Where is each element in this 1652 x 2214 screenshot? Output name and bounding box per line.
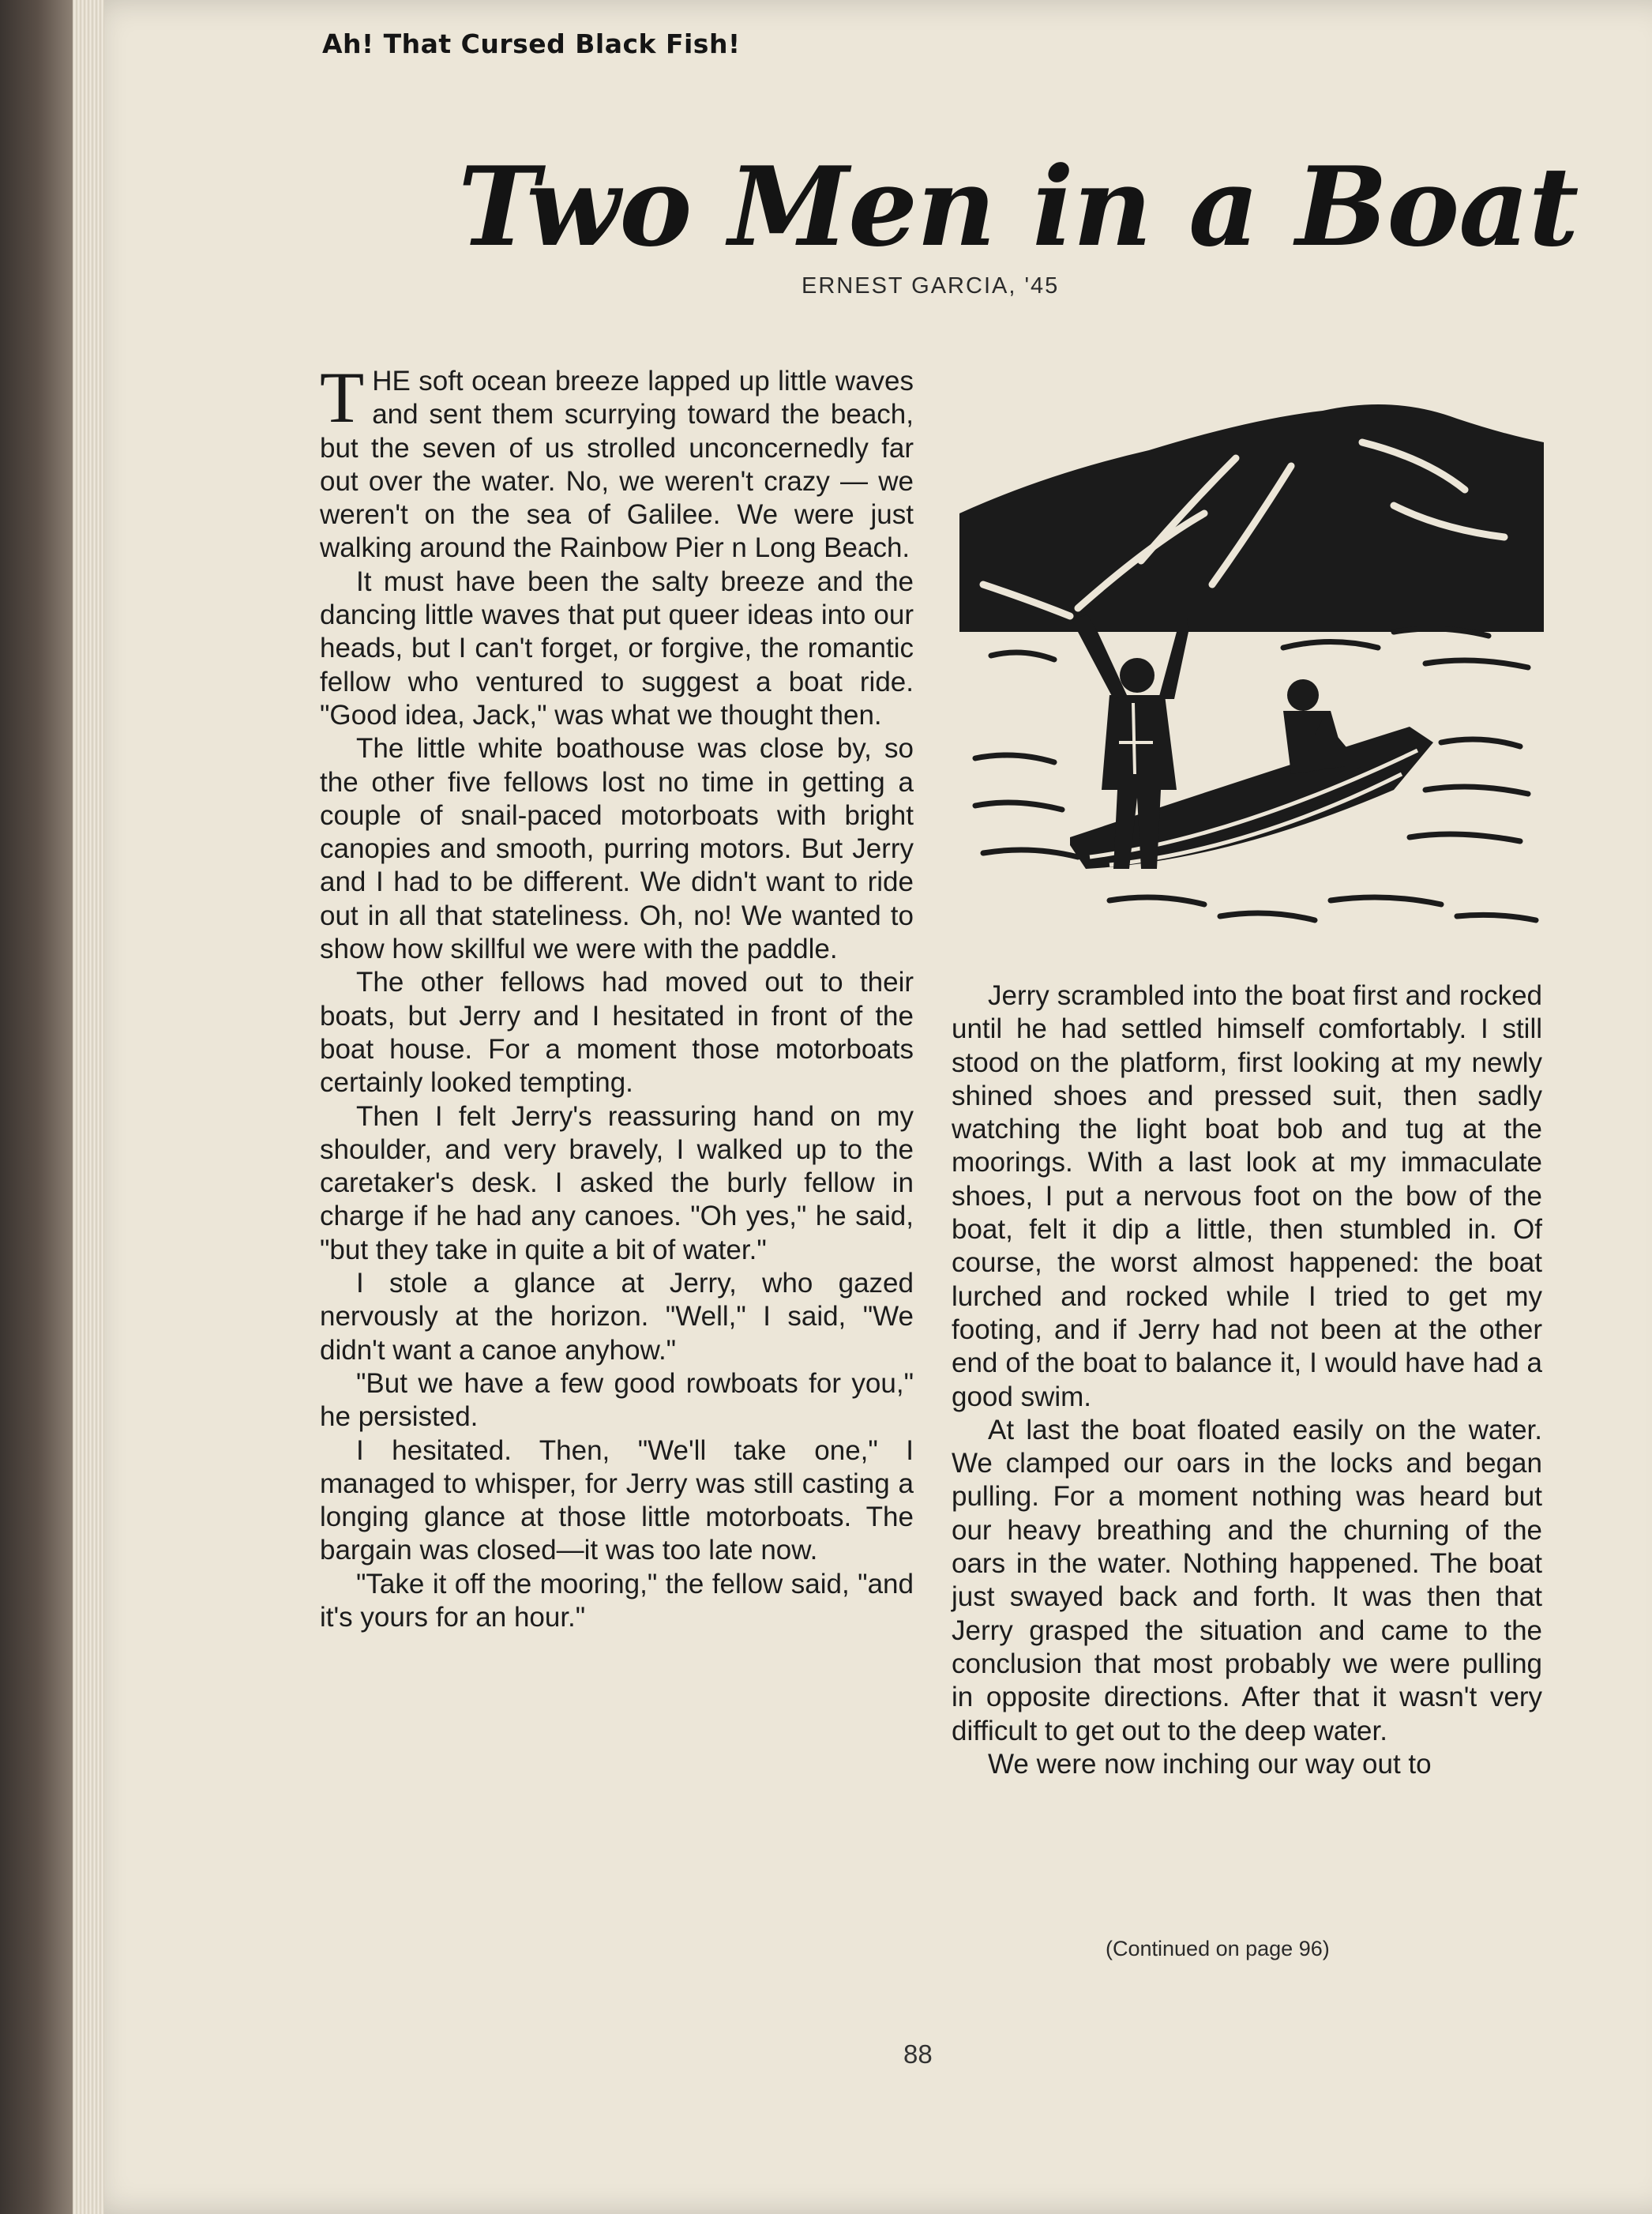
- paragraph: Then I felt Jerry's reassuring hand on my shoulder, and very bravely, I walked up to the caretaker's desk. I asked the burly fellow in charge if he had any canoes. "Oh yes," he said, "but they take in quite a bit of water.": [320, 1100, 914, 1265]
- paragraph: [320, 357, 914, 566]
- page-number: 88: [903, 2039, 933, 2069]
- woodcut-illustration: [952, 395, 1552, 948]
- mountain-shape: [959, 404, 1544, 632]
- paragraph: I hesitated. Then, "We'll take one," I managed to whisper, for Jerry was still casting a longing glance at those little motorboats. The bargain was closed—it was too late now.: [320, 1434, 914, 1566]
- seated-man-figure: [1283, 679, 1362, 774]
- paragraph: "But we have a few good rowboats for you," he persisted.: [320, 1367, 914, 1433]
- paragraph: The other fellows had moved out to their boats, but Jerry and I hesitated in front of the boat house. For a moment those motorboats certainly looked tempting.: [320, 967, 914, 1099]
- paragraph: I stole a glance at Jerry, who gazed nervously at the horizon. "Well," I said, "We didn't want a canoe anyhow.": [320, 1268, 914, 1366]
- running-head: Ah! That Cursed Black Fish!: [322, 28, 741, 59]
- byline: ERNEST GARCIA, '45: [802, 273, 1060, 299]
- left-column: [320, 357, 914, 1634]
- paragraph-text: HE soft ocean breeze lapped up little waves and sent them scurrying toward the beach, but the seven of us strolled unconcernedly far out over the water. No, we weren't crazy — we weren't on the sea of Galilee. We were just walking around the Rainbow Pier n Long Beach.: [320, 366, 914, 564]
- paragraph: Jerry scrambled into the boat first and rocked until he had settled himself comfortably. I still stood on the platform, first looking at my newly shined shoes and pressed suit, then sadly watching the light boat bob and tug at the moorings. With a last look at my immaculate shoes, I put a nervous foot on the bow of the boat, felt it dip a little, then stumbled in. Of course, the worst almost happened: the boat lurched and rocked while I tried to get my footing, and if Jerry had not been at the other end of the boat to balance it, I would have had a good swim.: [952, 980, 1542, 1412]
- wave-lines: [975, 629, 1536, 920]
- article-title: Two Men in a Boat: [458, 142, 1579, 271]
- paragraph: At last the boat floated easily on the water. We clamped our oars in the locks and began pulling. For a moment nothing was heard but our heavy breathing and the churning of the oars in the water. Nothing happened. The boat just swayed back and forth. It was then that Jerry grasped the situation and came to the conclusion that most probably we were pulling in opposite directions. After that it wasn't very difficult to get out to the deep water.: [952, 1414, 1542, 1746]
- right-column: [952, 979, 1542, 1781]
- paragraph: We were now inching our way out to: [988, 1748, 1432, 1780]
- drop-cap: T: [320, 357, 365, 438]
- paragraph: The little white boathouse was close by, so the other five fellows lost no time in getting a couple of snail-paced motorboats with bright canopies and smooth, purring motors. But Jerry and I had to be different. We didn't want to ride out in all that stateliness. Oh, no! We wanted to show how skillful we were with the paddle.: [320, 733, 914, 965]
- paragraph: "Take it off the mooring," the fellow said, "and it's yours for an hour.": [320, 1568, 914, 1633]
- continued-note: (Continued on page 96): [1106, 1937, 1330, 1960]
- page-edges: [73, 0, 104, 2214]
- paragraph: It must have been the salty breeze and the dancing little waves that put queer ideas into our heads, but I can't forget, or forgive, the romantic fellow who ventured to suggest a boat ride. "Good idea, Jack," was what we thought then.: [320, 566, 914, 731]
